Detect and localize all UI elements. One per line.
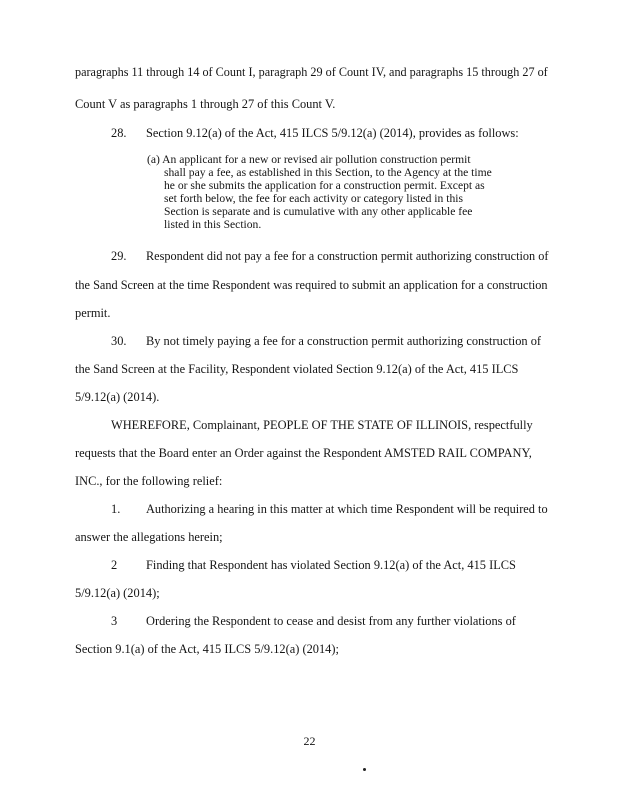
block-quote-line: listed in this Section. xyxy=(164,218,262,231)
relief-number: 3 xyxy=(111,614,118,628)
wherefore-line: INC., for the following relief: xyxy=(75,474,223,488)
block-quote-line: he or she submits the application for a construction permit. Except as xyxy=(164,179,485,192)
paragraph-text: the Sand Screen at the Facility, Respondent violated Section 9.12(a) of the Act, 415 ILCS xyxy=(75,362,519,376)
paragraph-text: permit. xyxy=(75,306,111,320)
block-quote-line: shall pay a fee, as established in this Section, to the Agency at the time xyxy=(164,166,492,179)
scan-dot xyxy=(363,768,366,771)
body-line: Count V as paragraphs 1 through 27 of this Count V. xyxy=(75,97,336,111)
body-line: paragraphs 11 through 14 of Count I, paragraph 29 of Count IV, and paragraphs 15 through 27 of xyxy=(75,65,548,79)
relief-text: 5/9.12(a) (2014); xyxy=(75,586,160,600)
relief-text: Ordering the Respondent to cease and desist from any further violations of xyxy=(146,614,516,628)
relief-text: Finding that Respondent has violated Section 9.12(a) of the Act, 415 ILCS xyxy=(146,558,516,572)
page-number: 22 xyxy=(303,734,316,748)
relief-text: Section 9.1(a) of the Act, 415 ILCS 5/9.12(a) (2014); xyxy=(75,642,339,656)
wherefore-line: WHEREFORE, Complainant, PEOPLE OF THE STATE OF ILLINOIS, respectfully xyxy=(111,418,533,432)
relief-text: answer the allegations herein; xyxy=(75,530,223,544)
paragraph-number: 28. xyxy=(111,126,127,140)
paragraph-text: the Sand Screen at the time Respondent was required to submit an application for a construction xyxy=(75,278,548,292)
relief-number: 1. xyxy=(111,502,121,516)
block-quote-line: (a) An applicant for a new or revised air pollution construction permit xyxy=(147,153,471,166)
relief-text: Authorizing a hearing in this matter at which time Respondent will be required to xyxy=(146,502,548,516)
wherefore-line: requests that the Board enter an Order against the Respondent AMSTED RAIL COMPANY, xyxy=(75,446,532,460)
block-quote-line: Section is separate and is cumulative with any other applicable fee xyxy=(164,205,473,218)
paragraph-text: By not timely paying a fee for a construction permit authorizing construction of xyxy=(146,334,542,348)
relief-number: 2 xyxy=(111,558,118,572)
block-quote-line: set forth below, the fee for each activity or category listed in this xyxy=(164,192,463,205)
paragraph-number: 30. xyxy=(111,334,127,348)
paragraph-text: Section 9.12(a) of the Act, 415 ILCS 5/9.12(a) (2014), provides as follows: xyxy=(146,126,519,140)
paragraph-text: 5/9.12(a) (2014). xyxy=(75,390,160,404)
paragraph-number: 29. xyxy=(111,249,127,263)
paragraph-text: Respondent did not pay a fee for a construction permit authorizing construction of xyxy=(146,249,549,263)
